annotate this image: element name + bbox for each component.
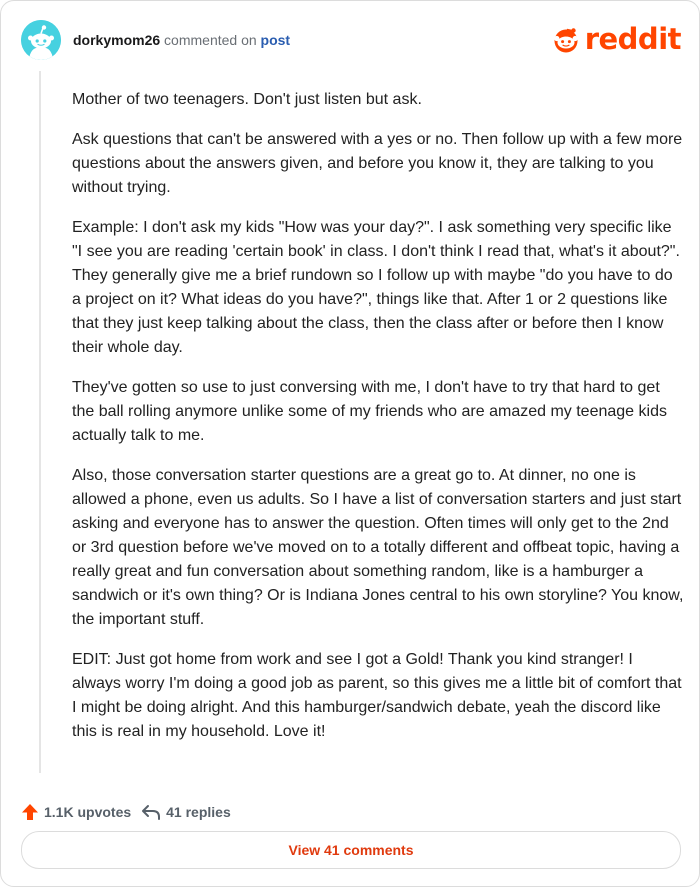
view-comments-button[interactable]: View 41 comments [21,831,681,869]
snoo-avatar-icon[interactable] [21,20,61,60]
comment-body [72,88,684,760]
comment-paragraph-4: They've gotten so use to just conversing with me, I don't have to try that hard to get the ball rolling anymore unlike some of my friends who are amazed my teenage kids actually talk to me. [72,379,667,444]
comment-paragraph-3: Example: I don't ask my kids "How was your day?". I ask something very specific like "I see you are reading 'certain book' in class. I don't think I read that, what's it about?". They generally give me a brief rundown so I follow up with maybe "do you have to do a project on it? What ideas do you have?", things like that. After 1 or 2 questions like that they just keep talking about the class, then the class after or before then I know their whole day. [72,219,680,356]
reply-count[interactable]: 41 replies [166,804,231,820]
comment-paragraph-2: Ask questions that can't be answered with a yes or no. Then follow up with a few more questions about the answers given, and before you know it, they are talking to you without trying. [72,131,683,196]
reddit-logo-icon [550,23,582,55]
comment-meta [73,32,290,49]
upvote-arrow-icon[interactable] [21,803,39,821]
comment-header [21,20,681,60]
reply-arrow-icon[interactable] [141,803,161,821]
reddit-wordmark: reddit [584,22,681,56]
upvote-count[interactable]: 1.1K upvotes [44,804,132,820]
post-link[interactable]: post [260,32,291,48]
comment-paragraph-5: Also, those conversation starter questions are a great go to. At dinner, no one is allowed a phone, even us adults. So I have a list of conversation starters and just start asking and everyone has to answer the question. Often times will only get to the 2nd or 3rd question before we've moved on to a totally different and offbeat topic, having a really great and fun conversation about something random, like is a hamburger a sandwich or it's own thing? Or is Indiana Jones central to his own storyline? You know, the important stuff. [72,467,684,628]
comment-actions [21,801,231,823]
commented-on-label: commented on [164,32,257,48]
username-link[interactable]: dorkymom26 [73,32,161,48]
thread-line[interactable] [39,71,41,773]
reddit-logo[interactable] [550,21,681,57]
comment-paragraph-1: Mother of two teenagers. Don't just listen but ask. [72,91,422,108]
comment-paragraph-6: EDIT: Just got home from work and see I got a Gold! Thank you kind stranger! I always worry I'm doing a good job as parent, so this gives me a little bit of comfort that I might be doing alright. And this hamburger/sandwich debate, yeah the discord like this is real in my household. Love it! [72,651,682,740]
